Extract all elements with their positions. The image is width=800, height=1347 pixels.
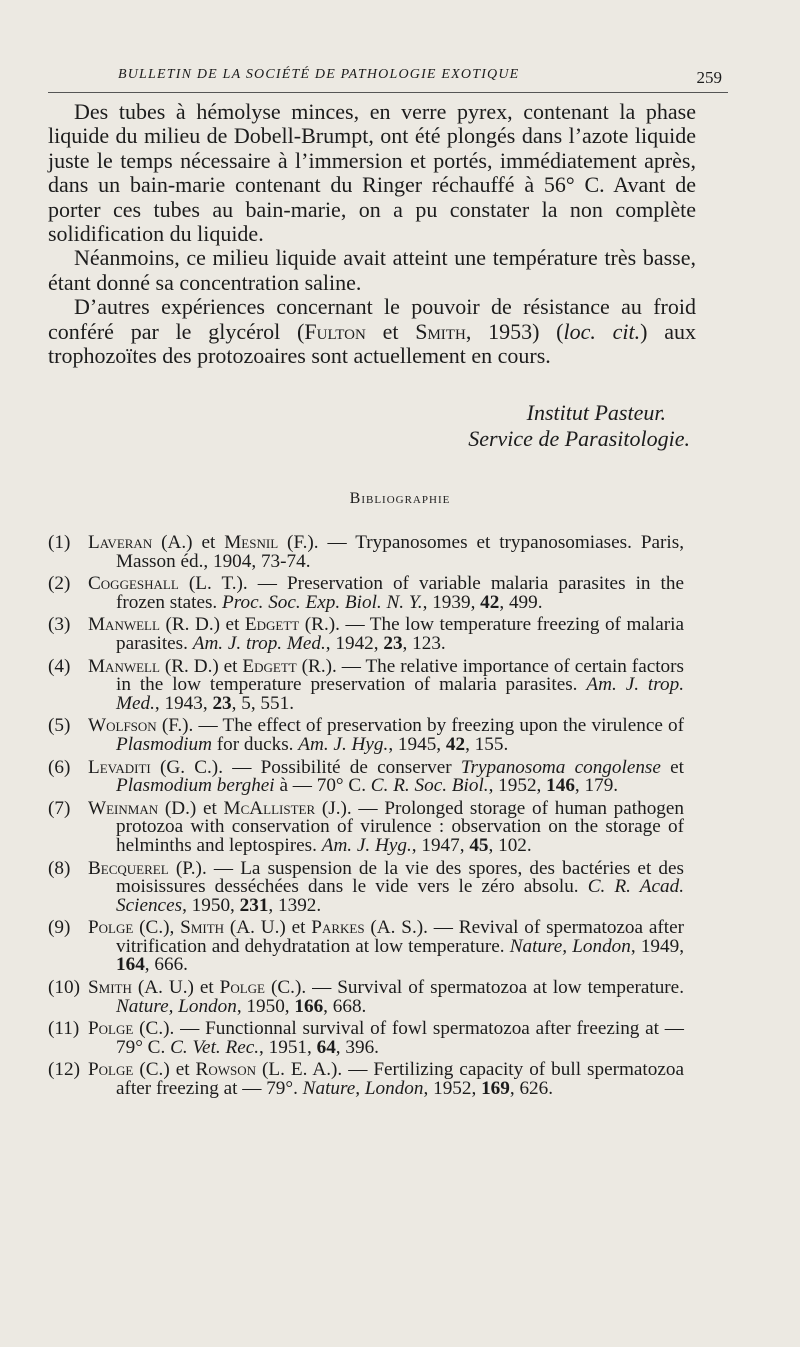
paragraph-3 [48, 295, 696, 368]
reference-text: (A. U.) et [131, 977, 220, 999]
reference-journal: Nature, London [302, 1078, 424, 1100]
reference-journal: Nature, London [509, 935, 631, 957]
reference-text: (R. D.) et [159, 614, 245, 636]
reference-journal: C. R. Acad. Sciences [116, 876, 684, 916]
reference-italic: Plasmodium [116, 733, 212, 755]
reference-text: (R.). — The relative importance of certain factors in the low temperature preservation of malaria parasites. [116, 655, 685, 696]
reference-text: , 179. [574, 775, 619, 797]
reference-text: et [660, 756, 684, 778]
reference-number: (7) [48, 797, 71, 819]
reference-number: (11) [48, 1018, 80, 1040]
reference-text: , 5, 551. [231, 692, 294, 714]
reference-journal: Am. J. trop. Med. [116, 674, 685, 714]
reference-author: Edgett [242, 655, 297, 677]
reference-text: (L. T.). — Preservation of variable malaria parasites in the frozen states. [116, 573, 684, 613]
reference-text: , 666. [144, 954, 188, 976]
reference-item [48, 717, 684, 754]
page-number: 259 [696, 68, 722, 87]
reference-volume: 23 [212, 692, 232, 714]
reference-text: (C.). — Functionnal survival of fowl spermatozoa after freezing at — 79° C. [116, 1018, 684, 1058]
reference-author: Becquerel [88, 857, 169, 879]
reference-volume: 64 [316, 1036, 336, 1058]
reference-author: Wolfson [88, 715, 157, 737]
reference-text: (A. S.). — Revival of spermatozoa after vitrification and dehydratation at low temperature. [116, 917, 685, 957]
reference-text: (C.). — Survival of spermatozoa at low temperature. [265, 977, 684, 999]
body-text [48, 100, 696, 368]
paragraph-3-text: ) aux trophozoïtes des protozoaires sont actuellement en cours. [48, 318, 696, 369]
running-head: BULLETIN DE LA SOCIÉTÉ DE PATHOLOGIE EXOTIQUE [118, 67, 520, 82]
reference-text: à — 70° C. [274, 775, 371, 797]
reference-text: (P.). — La suspension de la vie des spores, des bactéries et des moisissures desséchées dans le vide vers le zéro absolu. [116, 857, 684, 898]
reference-number: (10) [48, 977, 80, 999]
reference-volume: 231 [239, 894, 269, 916]
reference-text: (A. U.) et [224, 917, 312, 939]
reference-text: , 1945, [388, 733, 446, 755]
reference-author: Coggeshall [88, 573, 179, 595]
reference-item [48, 655, 685, 714]
reference-volume: 146 [546, 775, 575, 797]
reference-text: (R. D.) et [159, 655, 243, 677]
reference-text: (G. C.). — Possibilité de conserver [150, 756, 461, 778]
reference-author: Polge [219, 977, 265, 999]
reference-text: (F.). — Trypanosomes et trypanosomiases. Paris, Masson éd., 1904, 73-74. [116, 532, 684, 572]
reference-volume: 23 [383, 632, 403, 654]
reference-item [48, 534, 684, 571]
reference-text: , 102. [488, 834, 532, 856]
page-header [48, 64, 728, 93]
reference-author: Laveran [88, 532, 153, 553]
reference-item [48, 756, 684, 797]
reference-author: Rowson [195, 1059, 257, 1081]
reference-author: Smith [180, 917, 225, 939]
reference-item [48, 616, 684, 653]
loc-cit: loc. cit. [563, 318, 641, 344]
reference-text: , 1952, [488, 775, 547, 797]
reference-text: , 1950, [182, 894, 240, 916]
paragraph-3-text: D’autres expériences concernant le pouvoir de résistance au froid conféré par le glycérol ( [48, 294, 696, 344]
reference-number: (3) [48, 614, 71, 636]
reference-volume: 42 [445, 733, 466, 755]
reference-author: McAllister [223, 797, 316, 819]
reference-italic: Plasmodium berghei [116, 775, 275, 797]
reference-text: , 1951, [259, 1036, 317, 1058]
reference-author: Edgett [244, 614, 300, 636]
paragraph-3-text: et [365, 318, 416, 344]
reference-author: Polge [88, 1018, 134, 1040]
reference-volume: 45 [469, 834, 489, 856]
reference-item [48, 575, 684, 612]
reference-journal: C. R. Soc. Biol. [370, 775, 489, 797]
paragraph-3-text: , 1953) ( [465, 318, 564, 344]
reference-text: , 1943, [154, 692, 213, 714]
reference-volume: 169 [481, 1078, 510, 1100]
reference-text: , 1942, [325, 632, 384, 654]
reference-author: Manwell [88, 614, 160, 636]
reference-journal: Am. J. Hyg. [321, 834, 412, 856]
reference-item [48, 979, 684, 1016]
paragraph-2: Néanmoins, ce milieu liquide avait atteint une température très basse, étant donné sa concentration saline. [48, 245, 696, 295]
reference-item [48, 1061, 684, 1098]
reference-journal: Am. J. trop. Med. [192, 632, 326, 654]
reference-author: Manwell [88, 655, 160, 677]
reference-author: Levaditi [88, 756, 151, 778]
reference-number: (1) [48, 532, 71, 553]
reference-number: (9) [48, 917, 71, 939]
paragraph-1: Des tubes à hémolyse minces, en verre pyrex, contenant la phase liquide du milieu de Dobell-Brumpt, ont été plongés dans l’azote liquide juste le temps nécessaire à l’immersion et portés, immédiatement après, dans un bain-marie contenant du Ringer réchauffé à 56° C. Avant de porter ces tubes au bain-marie, on a pu constater la non complète solidification du liquide. [48, 99, 696, 247]
author-fulton: Fulton [304, 318, 366, 344]
reference-text: (J.). — Prolonged storage of human pathogen protozoa with conservation of virulence : observation on the storage of helminths and leptospires. [116, 797, 684, 856]
reference-journal: Proc. Soc. Exp. Biol. N. Y. [222, 591, 423, 613]
reference-text: , 155. [465, 733, 509, 755]
reference-italic: Trypanosoma congolense [460, 756, 661, 778]
reference-volume: 42 [480, 591, 500, 613]
reference-volume: 166 [294, 995, 324, 1017]
reference-author: Polge [88, 1059, 134, 1081]
reference-author: Polge [88, 917, 134, 939]
reference-text: , 396. [335, 1036, 379, 1058]
reference-text: , 626. [509, 1078, 554, 1100]
reference-author: Smith [88, 977, 132, 999]
reference-item [48, 919, 684, 975]
bibliography-list [48, 534, 684, 1103]
reference-number: (8) [48, 857, 71, 879]
reference-number: (4) [48, 655, 71, 677]
reference-number: (2) [48, 573, 71, 595]
reference-text: (F.). — The effect of preservation by freezing upon the virulence of [156, 715, 684, 737]
reference-journal: Am. J. Hyg. [298, 733, 389, 755]
reference-author: Parkes [311, 917, 365, 939]
author-smith: Smith [415, 318, 466, 344]
reference-text: , 499. [499, 591, 543, 613]
reference-text: (A.) et [152, 532, 225, 553]
reference-text: , 1947, [411, 834, 470, 856]
reference-text: (C.), [133, 917, 181, 939]
reference-author: Weinman [88, 797, 159, 819]
reference-text: , 1949, [630, 935, 684, 957]
bibliography-title: Bibliographie [349, 490, 451, 507]
reference-journal: C. Vet. Rec. [170, 1036, 260, 1058]
reference-text: for ducks. [211, 733, 299, 755]
reference-text: , 1392. [268, 894, 322, 916]
reference-text: (C.) et [133, 1059, 196, 1081]
reference-journal: Nature, London [116, 995, 237, 1017]
signature-institute: Institut Pasteur. [526, 400, 666, 425]
reference-author: Mesnil [224, 532, 279, 553]
reference-text: (D.) et [158, 797, 224, 819]
reference-number: (6) [48, 756, 71, 778]
reference-text: , 1950, [236, 995, 295, 1017]
reference-item [48, 1020, 684, 1057]
reference-number: (5) [48, 715, 71, 737]
reference-text: , 1939, [422, 591, 481, 613]
reference-item [48, 857, 684, 916]
reference-text: , 1952, [423, 1078, 482, 1100]
reference-volume: 164 [116, 954, 145, 976]
signature-service: Service de Parasitologie. [468, 426, 690, 451]
reference-text: (L. E. A.). — Fertilizing capacity of bull spermatozoa after freezing at — 79°. [116, 1059, 684, 1100]
reference-text: , 668. [323, 995, 367, 1017]
reference-item [48, 797, 684, 856]
signature [360, 400, 690, 452]
reference-text: , 123. [402, 632, 446, 654]
reference-text: (R.). — The low temperature freezing of malaria parasites. [116, 614, 684, 654]
reference-number: (12) [48, 1059, 80, 1081]
